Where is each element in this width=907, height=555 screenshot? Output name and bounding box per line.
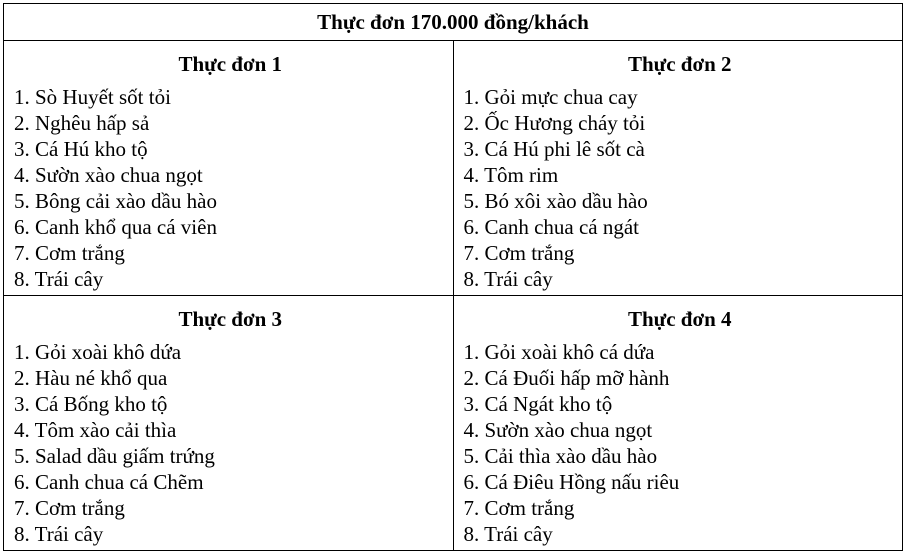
- dish-item: 8. Trái cây: [14, 522, 104, 546]
- dish-item: 3. Cá Ngát kho tộ: [463, 392, 613, 416]
- dish-item: 2. Ốc Hương cháy tỏi: [463, 111, 646, 135]
- menu-heading: Thực đơn 1: [178, 52, 283, 76]
- dish-item: 6. Canh chua cá ngát: [463, 215, 640, 239]
- dish-item: 7. Cơm trắng: [14, 496, 125, 520]
- dish-item: 5. Bông cải xào dầu hào: [14, 189, 217, 213]
- dish-item: 6. Canh chua cá Chẽm: [14, 470, 204, 494]
- dish-list: [464, 339, 897, 547]
- dish-item: 5. Bó xôi xào dầu hào: [463, 189, 648, 213]
- dish-item: 6. Canh khổ qua cá viên: [14, 215, 217, 239]
- dish-item: 3. Cá Hú kho tộ: [14, 137, 148, 161]
- dish-item: 7. Cơm trắng: [463, 241, 575, 265]
- dish-item: 1. Gỏi xoài khô cá dứa: [463, 340, 655, 364]
- dish-item: 4. Sườn xào chua ngọt: [14, 163, 203, 187]
- dish-item: 7. Cơm trắng: [14, 241, 125, 265]
- dish-item: 8. Trái cây: [463, 522, 553, 546]
- dish-item: 2. Nghêu hấp sả: [14, 111, 150, 135]
- dish-item: 1. Gỏi xoài khô dứa: [14, 340, 182, 364]
- dish-item: 3. Cá Bống kho tộ: [14, 392, 168, 416]
- menu-table: [3, 3, 903, 551]
- dish-item: 2. Hàu né khổ qua: [14, 366, 168, 390]
- dish-item: 5. Salad dầu giấm trứng: [14, 444, 215, 468]
- dish-item: 3. Cá Hú phi lê sốt cà: [463, 137, 645, 161]
- menu-card-2: [453, 41, 903, 296]
- dish-item: 5. Cải thìa xào dầu hào: [463, 444, 658, 468]
- dish-list: [14, 339, 447, 547]
- dish-item: 2. Cá Đuối hấp mỡ hành: [463, 366, 670, 390]
- menu-card-1: [4, 41, 454, 296]
- dish-list: [464, 84, 897, 292]
- dish-item: 1. Sò Huyết sốt tỏi: [14, 85, 171, 109]
- menu-heading: Thực đơn 4: [627, 307, 732, 331]
- menu-heading: Thực đơn 3: [178, 307, 283, 331]
- menu-card-3: [4, 296, 454, 551]
- page-title: Thực đơn 170.000 đồng/khách: [4, 4, 903, 41]
- dish-item: 4. Tôm rim: [463, 163, 559, 187]
- dish-list: [14, 84, 447, 292]
- dish-item: 8. Trái cây: [463, 267, 553, 291]
- menu-heading: Thực đơn 2: [627, 52, 732, 76]
- dish-item: 4. Tôm xào cải thìa: [14, 418, 177, 442]
- dish-item: 4. Sườn xào chua ngọt: [463, 418, 653, 442]
- dish-item: 7. Cơm trắng: [463, 496, 575, 520]
- dish-item: 1. Gỏi mực chua cay: [463, 85, 638, 109]
- menu-card-4: [453, 296, 903, 551]
- dish-item: 8. Trái cây: [14, 267, 104, 291]
- dish-item: 6. Cá Điêu Hồng nấu riêu: [463, 470, 680, 494]
